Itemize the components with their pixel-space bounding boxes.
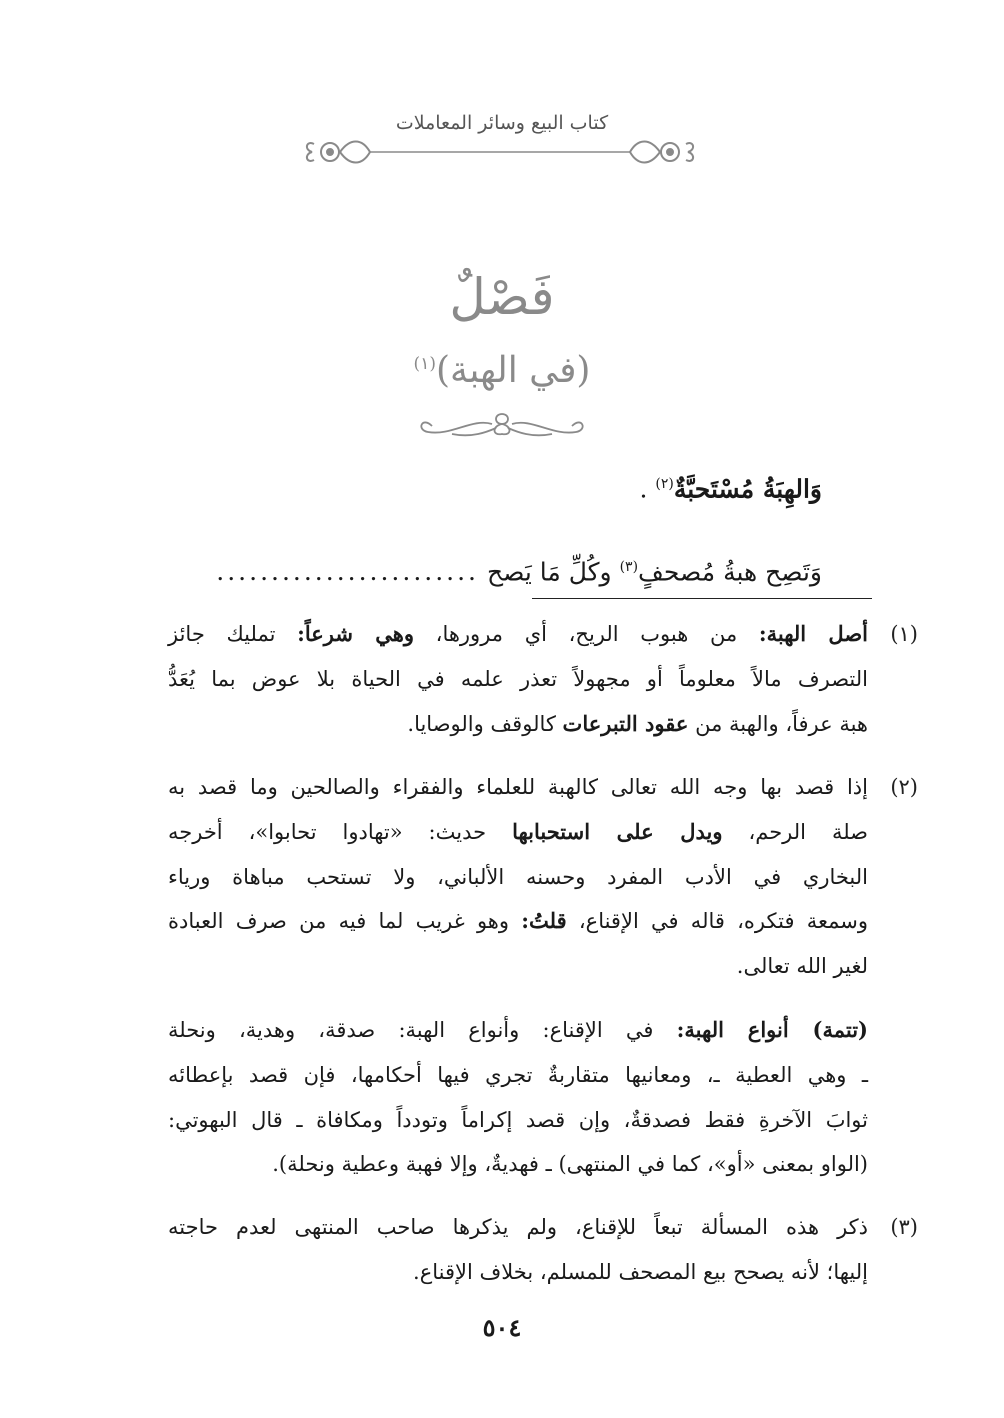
footnote-marker: (٢) [890,775,918,799]
footnote-2 [168,765,918,989]
matn-line-1 [140,464,822,509]
text: حديث: «تهادوا تحابوا»، أخرجه [168,819,513,844]
footnote-line [168,1250,868,1295]
chapter-heading: فَصْلٌ [449,268,555,326]
text: ذكر هذه المسألة تبعاً للإقناع، ولم يذكرها صاحب المنتهى لعدم حاجته [168,1215,868,1239]
chapter-subtitle-text: (في الهبة) [435,350,591,391]
footnote-line [168,855,868,900]
footnote-marker: (١) [890,622,918,646]
matn-text-2: وكُلِّ مَا يَصح [487,557,612,587]
matn-line-2 [140,547,822,592]
matn-bold-text: وَالهِبَةُ مُسْتَحبَّةٌ [673,474,822,504]
footnote-marker: (٣) [890,1215,918,1239]
text: صلة الرحم، [722,819,868,844]
bold-term: عقود التبرعات [562,710,689,736]
text: (الواو بمعنى «أو»، كما في المنتهى) ـ فهديةٌ، وإلا فهبة وعطية ونحلة). [272,1152,868,1177]
text: كالوقف والوصايا. [407,711,563,736]
footnote-line [168,944,868,989]
text: وهو غريب لما فيه من صرف العبادة [168,909,522,934]
text: في الإقناع: وأنواع الهبة: صدقة، وهدية، ونحلة [168,1018,677,1042]
text: إليها؛ لأنه يصحح بيع المصحف للمسلم، بخلاف الإقناع. [413,1259,868,1284]
bold-term: أصل الهبة: [758,621,868,646]
text: ـ وهي العطية ـ، ومعانيها متقاربةٌ تجري فيها أحكامها، فإن قصد بإعطائه [168,1062,868,1087]
footnote-separator [532,598,872,599]
footnote-line [168,1205,868,1250]
footnote-line [168,612,868,657]
footnote-line [168,702,868,747]
footnote-ref-3: (٣) [619,559,639,575]
text: لغير الله تعالى. [736,954,868,979]
footnote-line [168,810,868,855]
bold-term: ويدل على استحبابها [512,818,723,844]
bold-term: (تتمة) أنواع الهبة: [676,1017,868,1042]
bold-term: قلتُ: [521,908,567,934]
footnote-ref-2: (٢) [655,476,674,492]
text: تمليك جائز [168,622,298,646]
text: وسمعة فتكره، قاله في الإقناع، [566,909,868,934]
footnote-line [168,657,868,702]
footnote-line [168,1008,868,1053]
page-number: ٥٠٤ [482,1313,522,1342]
text: إذا قصد بها وجه الله تعالى كالهبة للعلماء والفقراء والصالحين وما قصد به [168,775,868,799]
matn-period: . [639,474,648,504]
text: التصرف مالاً معلوماً أو مجهولاً تعذر علمه في الحياة بلا عوض بما يُعَدُّ [168,666,868,691]
header-ornament [300,130,700,174]
footnote-3 [168,1205,918,1295]
text: ثوابَ الآخرةِ فقط فصدقةٌ، وإن قصد إكراماً وتودداً ومكافاة ـ قال البهوتي: [168,1107,868,1132]
chapter-ornament [412,402,592,444]
matn-text-1: وَتَصِح هبةُ مُصحفٍ [638,557,822,587]
text: من هبوب الريح، أي مرورها، [414,622,759,646]
footnote-tatimma [168,1008,868,1187]
footnote-1 [168,612,918,746]
dot-leader: ........................ [216,557,480,587]
footnote-ref-1: (١) [413,354,436,374]
bold-term: وهي شرعاً: [297,621,414,646]
chapter-subtitle [0,350,1004,391]
footnote-line [168,1098,868,1143]
text: هبة عرفاً، والهبة من [688,711,868,736]
footnote-line [168,765,868,810]
footnote-line [168,1053,868,1098]
running-header: كتاب البيع وسائر المعاملات [395,112,609,134]
footnote-line [168,1142,868,1187]
footnote-line [168,899,868,944]
text: البخاري في الأدب المفرد وحسنه الألباني، ولا تستحب مباهاة ورياء [168,864,868,889]
